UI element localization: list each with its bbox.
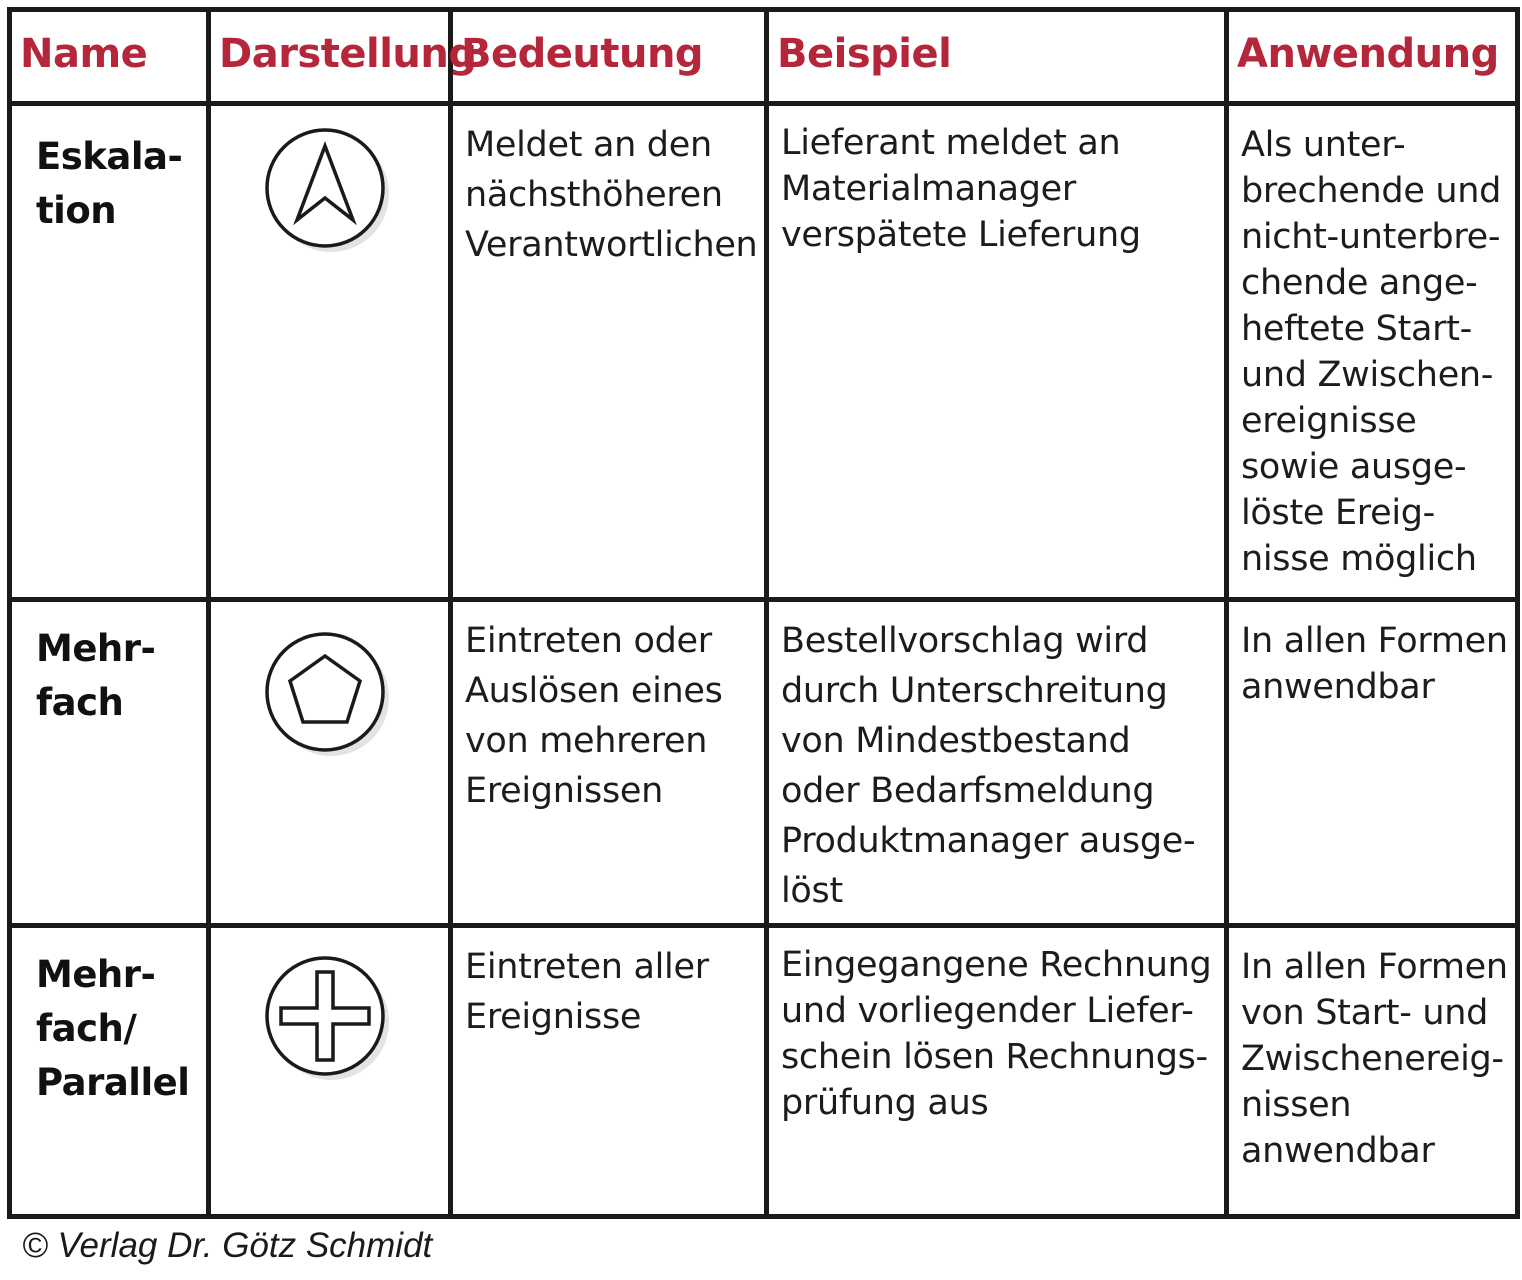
plus-cross-icon	[261, 952, 395, 1086]
anwendung-cell: In allen Formen anwendbar	[1227, 600, 1518, 926]
header-bedeutung: Bedeutung	[451, 10, 767, 104]
header-darstellung: Darstellung	[209, 10, 451, 104]
anwendung-cell: In allen Formen von Start- und Zwischenereig- nissen anwendbar	[1227, 926, 1518, 1217]
pentagon-icon	[261, 628, 395, 762]
table-row	[10, 926, 1518, 1217]
header-name: Name	[10, 10, 209, 104]
bedeutung-cell: Eintreten aller Ereignisse	[451, 926, 767, 1217]
header-row	[10, 10, 1518, 104]
table-row	[10, 600, 1518, 926]
darstellung-cell	[209, 600, 451, 926]
header-anwendung: Anwendung	[1227, 10, 1518, 104]
beispiel-cell: Bestellvorschlag wird durch Unterschreitung von Mindestbestand oder Bedarfsmeldung Produktmanager ausge- löst	[767, 600, 1227, 926]
escalation-arrow-icon	[261, 124, 395, 258]
header-beispiel: Beispiel	[767, 10, 1227, 104]
table-row	[10, 104, 1518, 600]
bedeutung-cell: Meldet an den nächsthöheren Verantwortlichen	[451, 104, 767, 600]
darstellung-cell	[209, 104, 451, 600]
name-cell: Eskala- tion	[10, 104, 209, 600]
anwendung-cell: Als unter- brechende und nicht-unterbre- chende ange- heftete Start- und Zwischen- ereignisse sowie ausge- löste Ereig- nisse möglich	[1227, 104, 1518, 600]
name-cell: Mehr- fach/ Parallel	[10, 926, 209, 1217]
bedeutung-cell: Eintreten oder Auslösen eines von mehreren Ereignissen	[451, 600, 767, 926]
copyright-notice: © Verlag Dr. Götz Schmidt	[22, 1226, 433, 1265]
darstellung-cell	[209, 926, 451, 1217]
bpmn-event-table	[7, 7, 1520, 1219]
beispiel-cell: Lieferant meldet an Materialmanager verspätete Lieferung	[767, 104, 1227, 600]
name-cell: Mehr- fach	[10, 600, 209, 926]
beispiel-cell: Eingegangene Rechnung und vorliegender Liefer- schein lösen Rechnungs- prüfung aus	[767, 926, 1227, 1217]
